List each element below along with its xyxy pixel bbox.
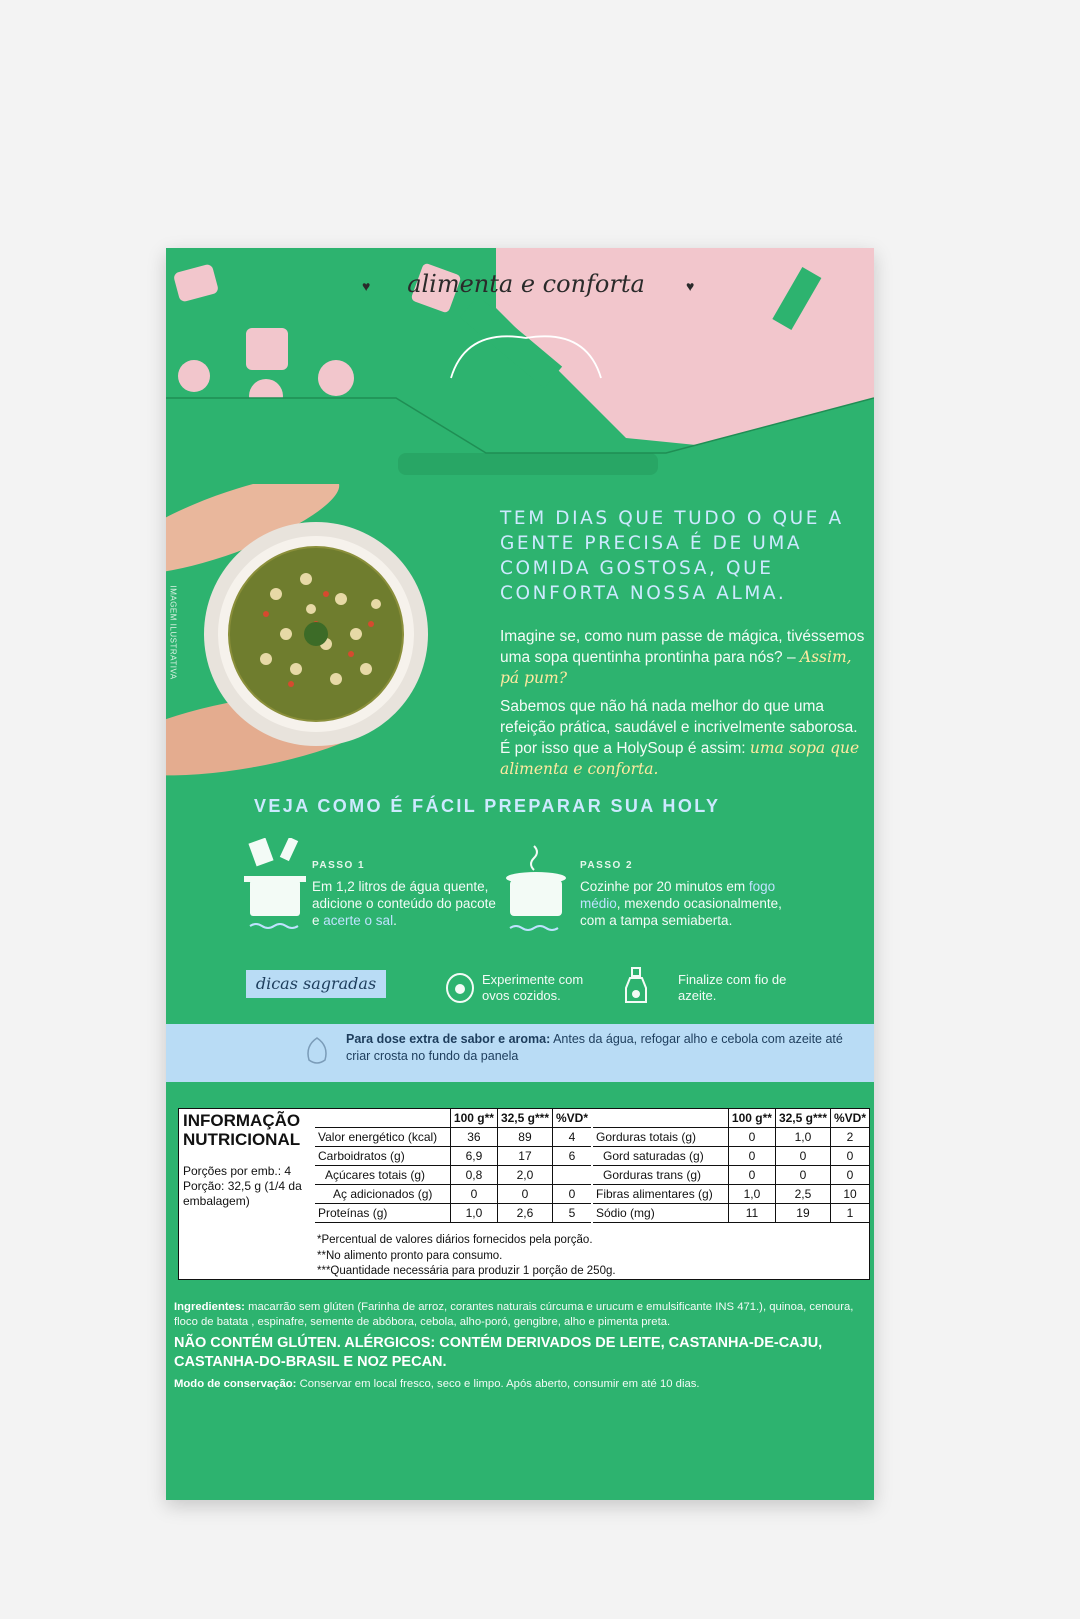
nutrient-value: 2,5 xyxy=(775,1185,830,1204)
nutrient-value: 0 xyxy=(450,1185,497,1204)
nutrient-value: 1,0 xyxy=(450,1204,497,1223)
step-1-label: PASSO 1 xyxy=(312,860,366,871)
intro-headline: TEM DIAS QUE TUDO O QUE A GENTE PRECISA É DE UMA COMIDA GOSTOSA, QUE CONFORTA NOSSA ALMA. xyxy=(500,508,844,604)
column-header: 32,5 g*** xyxy=(775,1109,830,1128)
nutrient-value: 1,0 xyxy=(775,1128,830,1147)
garlic-onion-icon xyxy=(300,1034,334,1068)
tagline: alimenta e conforta xyxy=(407,270,645,298)
nutrient-row xyxy=(315,1204,591,1223)
nutrient-value: 0 xyxy=(497,1185,552,1204)
column-header: 100 g** xyxy=(728,1109,775,1128)
nutrient-value: 0 xyxy=(830,1147,869,1166)
tip-olive-oil: Finalize com fio de azeite. xyxy=(678,972,787,1003)
nutrient-name: Sódio (mg) xyxy=(593,1204,728,1223)
nutrient-name: Proteínas (g) xyxy=(315,1204,450,1223)
ingredients: Ingredientes: macarrão sem glúten (Farinha de arroz, corantes naturais cúrcuma e urucum e emulsificante INS 471.), quinoa, cenoura, floco de batata , espinafre, semente de abóbora, cebola, alho-poró, gengibre, alho e pimenta preta. xyxy=(174,1301,854,1328)
nutrition-table-right xyxy=(593,1109,869,1223)
package-back xyxy=(166,248,874,1500)
nutrient-value: 0 xyxy=(552,1185,591,1204)
nutrient-value: 2 xyxy=(830,1128,869,1147)
pot-with-package-icon xyxy=(244,838,314,938)
nutrient-value: 1,0 xyxy=(728,1185,775,1204)
nutrient-row xyxy=(315,1166,591,1185)
nutrient-value: 6 xyxy=(552,1147,591,1166)
cooking-pot-icon xyxy=(506,844,570,940)
illustrative-image-note: IMAGEM ILUSTRATIVA xyxy=(168,585,178,680)
header-blank xyxy=(593,1109,728,1128)
nutrition-footnotes: *Percentual de valores diários fornecidos pela porção. **No alimento pronto para consumo. ***Quantidade necessária para produzir 1 porção de 250g. xyxy=(317,1234,616,1277)
nutrient-name: Gorduras trans (g) xyxy=(593,1166,728,1185)
nutrition-table-left xyxy=(315,1109,591,1223)
nutrient-name: Aç adicionados (g) xyxy=(315,1185,450,1204)
header-blank xyxy=(315,1109,450,1128)
tip-eggs: Experimente com ovos cozidos. xyxy=(482,972,584,1003)
step-2-label: PASSO 2 xyxy=(580,860,634,871)
nutrient-name: Valor energético (kcal) xyxy=(315,1128,450,1147)
intro-paragraph-1: Imagine se, como num passe de mágica, tivéssemos uma sopa quentinha prontinha para nós? – Assim, pá pum? xyxy=(500,628,865,687)
column-header: 32,5 g*** xyxy=(497,1109,552,1128)
allergen-warning: NÃO CONTÉM GLÚTEN. ALÉRGICOS: CONTÉM DERIVADOS DE LEITE, CASTANHA-DE-CAJU, CASTANHA-DO-BRASIL E NOZ PECAN. xyxy=(174,1335,823,1370)
nutrient-value: 36 xyxy=(450,1128,497,1147)
nutrient-row xyxy=(315,1128,591,1147)
nutrient-value: 10 xyxy=(830,1185,869,1204)
nutrient-value: 0 xyxy=(728,1166,775,1185)
nutrient-value: 0 xyxy=(728,1128,775,1147)
nutrient-row xyxy=(593,1204,869,1223)
nutrient-value xyxy=(552,1166,591,1185)
nutrient-value: 2,6 xyxy=(497,1204,552,1223)
nutrition-title: INFORMAÇÃO NUTRICIONAL xyxy=(183,1111,301,1149)
column-header: %VD* xyxy=(552,1109,591,1128)
storage-instructions: Modo de conservação: Conservar em local fresco, seco e limpo. Após aberto, consumir em até 10 dias. xyxy=(174,1378,700,1390)
soup-bowl-photo xyxy=(166,484,466,784)
nutrient-value: 2,0 xyxy=(497,1166,552,1185)
nutrient-row xyxy=(593,1166,869,1185)
nutrient-value: 19 xyxy=(775,1204,830,1223)
olive-oil-bottle-icon xyxy=(622,966,650,1006)
nutrient-name: Fibras alimentares (g) xyxy=(593,1185,728,1204)
nutrient-value: 17 xyxy=(497,1147,552,1166)
column-header: %VD* xyxy=(830,1109,869,1128)
step-2-text: Cozinhe por 20 minutos em fogo médio, mexendo ocasionalmente, com a tampa semiaberta. xyxy=(580,879,782,928)
extra-flavor-text: Para dose extra de sabor e aroma: Antes da água, refogar alho e cebola com azeite até criar crosta no fundo da panela xyxy=(346,1032,843,1063)
nutrient-row xyxy=(593,1147,869,1166)
nutrient-value: 89 xyxy=(497,1128,552,1147)
nutrient-value: 0 xyxy=(775,1147,830,1166)
nutrient-name: Carboidratos (g) xyxy=(315,1147,450,1166)
nutrient-value: 1 xyxy=(830,1204,869,1223)
nutrient-value: 0 xyxy=(775,1166,830,1185)
intro-paragraph-2: Sabemos que não há nada melhor do que uma refeição prática, saudável e incrivelmente saborosa. É por isso que a HolySoup é assim: uma sopa que alimenta e conforta. xyxy=(500,698,860,778)
nutrient-value: 0 xyxy=(728,1147,775,1166)
egg-icon xyxy=(444,972,476,1004)
nutrient-name: Gorduras totais (g) xyxy=(593,1128,728,1147)
serving-info: Porções por emb.: 4 Porção: 32,5 g (1/4 da embalagem) xyxy=(183,1164,302,1208)
nutrient-name: Gord saturadas (g) xyxy=(593,1147,728,1166)
nutrient-row xyxy=(315,1185,591,1204)
tips-title: dicas sagradas xyxy=(246,970,386,998)
column-header: 100 g** xyxy=(450,1109,497,1128)
nutrient-value: 5 xyxy=(552,1204,591,1223)
heart-icon: ♥ xyxy=(362,278,371,294)
nutrient-row xyxy=(593,1185,869,1204)
top-flap xyxy=(166,248,874,488)
nutrition-table xyxy=(178,1108,870,1280)
nutrient-row xyxy=(315,1147,591,1166)
nutrient-name: Açúcares totais (g) xyxy=(315,1166,450,1185)
nutrient-value: 11 xyxy=(728,1204,775,1223)
nutrient-value: 4 xyxy=(552,1128,591,1147)
nutrient-row xyxy=(593,1128,869,1147)
step-1-text: Em 1,2 litros de água quente, adicione o conteúdo do pacote e acerte o sal. xyxy=(312,879,496,928)
prep-title: VEJA COMO É FÁCIL PREPARAR SUA HOLY xyxy=(254,796,721,816)
heart-icon: ♥ xyxy=(686,278,695,294)
nutrient-value: 6,9 xyxy=(450,1147,497,1166)
nutrient-value: 0,8 xyxy=(450,1166,497,1185)
nutrient-value: 0 xyxy=(830,1166,869,1185)
